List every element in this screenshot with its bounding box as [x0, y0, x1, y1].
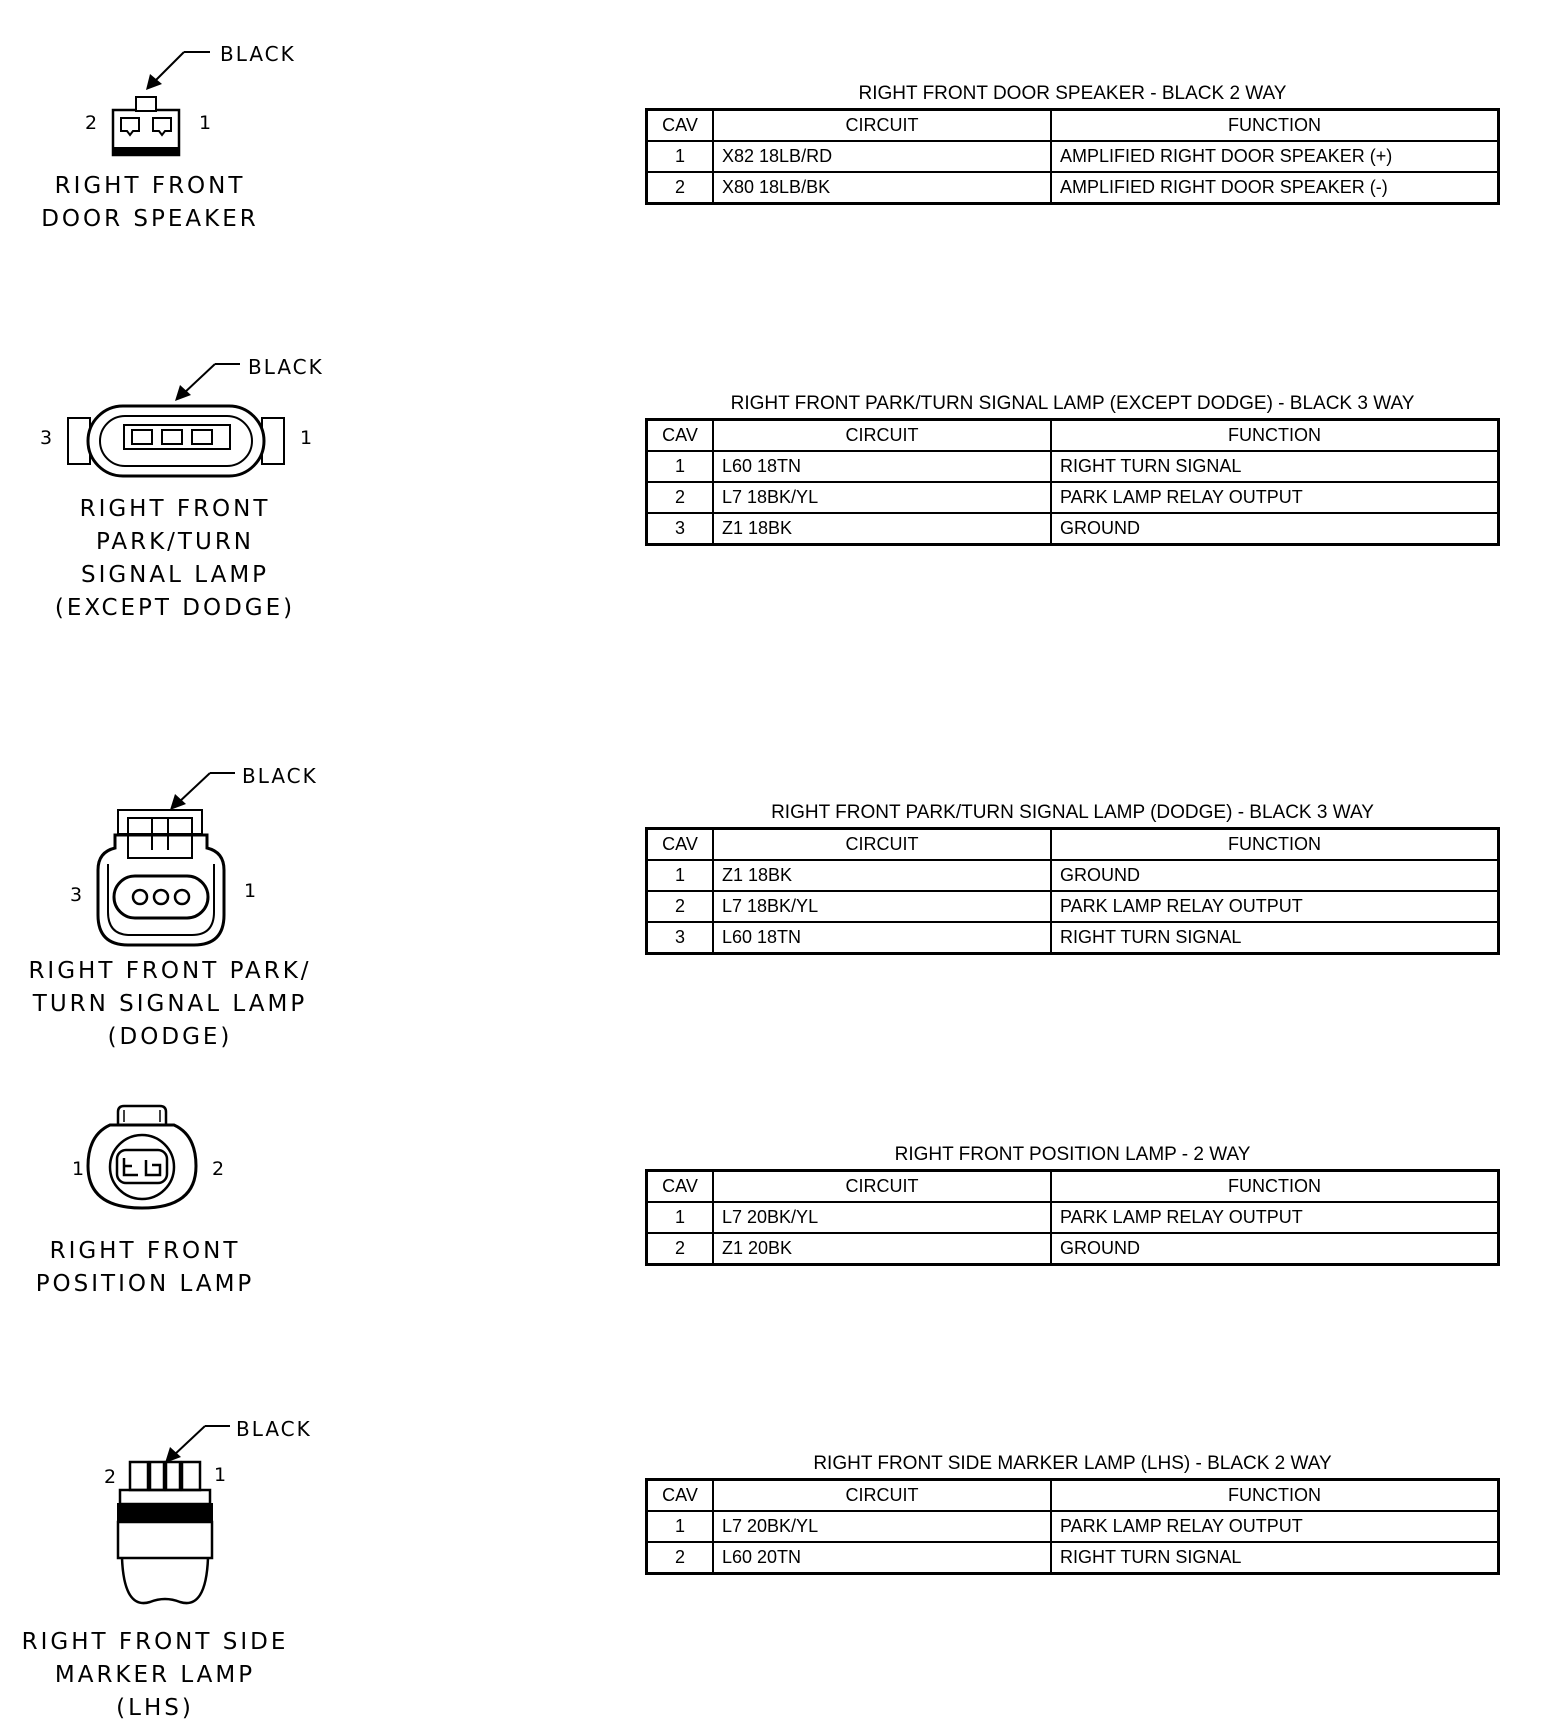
position-lamp-pin-left: 1	[72, 1158, 85, 1180]
park-turn-dodge-pinout-table	[645, 827, 1500, 955]
cav-cell: 2	[647, 891, 714, 922]
circuit-header: CIRCUIT	[713, 1480, 1051, 1512]
door-speaker-pin-right: 1	[199, 112, 212, 134]
circuit-cell: Z1 20BK	[713, 1233, 1051, 1265]
position-lamp-pinout-table	[645, 1169, 1500, 1266]
cav-cell: 2	[647, 1233, 714, 1265]
label-line: (LHS)	[116, 1695, 194, 1721]
side-marker-lamp-pin-left: 2	[104, 1466, 117, 1488]
side-marker-lamp-color-label: BLACK	[236, 1417, 312, 1441]
cav-cell: 2	[647, 1542, 714, 1574]
park-turn-except-dodge-table-title: RIGHT FRONT PARK/TURN SIGNAL LAMP (EXCEPT DODGE) - BLACK 3 WAY	[730, 393, 1415, 414]
function-cell: GROUND	[1051, 513, 1499, 545]
function-cell: PARK LAMP RELAY OUTPUT	[1051, 891, 1499, 922]
label-line: SIGNAL LAMP	[80, 562, 270, 588]
door-speaker-pinout-table	[645, 108, 1500, 205]
table-row	[647, 1233, 1499, 1265]
label-line: DOOR SPEAKER	[41, 206, 259, 232]
circuit-cell: L7 20BK/YL	[713, 1511, 1051, 1542]
function-cell: AMPLIFIED RIGHT DOOR SPEAKER (-)	[1051, 172, 1499, 204]
label-line: MARKER LAMP	[54, 1662, 256, 1688]
circuit-header: CIRCUIT	[713, 829, 1051, 861]
cav-cell: 3	[647, 922, 714, 954]
circuit-cell: L60 18TN	[713, 922, 1051, 954]
side-marker-lamp-table-title: RIGHT FRONT SIDE MARKER LAMP (LHS) - BLACK 2 WAY	[813, 1453, 1332, 1474]
door-speaker-pin-left: 2	[85, 112, 98, 134]
table-row	[647, 1542, 1499, 1574]
function-cell: PARK LAMP RELAY OUTPUT	[1051, 1202, 1499, 1233]
cav-cell: 2	[647, 482, 714, 513]
circuit-cell: L60 18TN	[713, 451, 1051, 482]
circuit-header: CIRCUIT	[713, 420, 1051, 452]
position-lamp-table-title: RIGHT FRONT POSITION LAMP - 2 WAY	[894, 1144, 1251, 1165]
circuit-cell: L60 20TN	[713, 1542, 1051, 1574]
park-turn-except-dodge-pin-right: 1	[300, 427, 313, 449]
label-line: RIGHT FRONT	[79, 496, 271, 522]
side-marker-lamp-connector-icon	[0, 0, 300, 1640]
table-row	[647, 172, 1499, 204]
park-turn-dodge-pin-right: 1	[244, 880, 257, 902]
label-line: TURN SIGNAL LAMP	[32, 991, 308, 1017]
table-header-row	[647, 1480, 1499, 1512]
function-cell: PARK LAMP RELAY OUTPUT	[1051, 1511, 1499, 1542]
table-row	[647, 922, 1499, 954]
park-turn-except-dodge-pinout-table	[645, 418, 1500, 546]
label-line: RIGHT FRONT SIDE	[21, 1629, 289, 1655]
function-header: FUNCTION	[1051, 1480, 1499, 1512]
park-turn-dodge-color-label: BLACK	[242, 764, 318, 788]
cav-header: CAV	[647, 1480, 714, 1512]
side-marker-lamp-label	[20, 1626, 290, 1725]
park-turn-except-dodge-pin-left: 3	[40, 427, 53, 449]
function-cell: RIGHT TURN SIGNAL	[1051, 922, 1499, 954]
cav-header: CAV	[647, 110, 714, 142]
cav-cell: 1	[647, 451, 714, 482]
label-line: RIGHT FRONT PARK/	[28, 958, 312, 984]
function-header: FUNCTION	[1051, 420, 1499, 452]
table-row	[647, 513, 1499, 545]
park-turn-dodge-table-title: RIGHT FRONT PARK/TURN SIGNAL LAMP (DODGE) - BLACK 3 WAY	[771, 802, 1374, 823]
table-header-row	[647, 420, 1499, 452]
table-row	[647, 141, 1499, 172]
function-cell: PARK LAMP RELAY OUTPUT	[1051, 482, 1499, 513]
table-header-row	[647, 1171, 1499, 1203]
cav-header: CAV	[647, 420, 714, 452]
function-cell: AMPLIFIED RIGHT DOOR SPEAKER (+)	[1051, 141, 1499, 172]
function-header: FUNCTION	[1051, 829, 1499, 861]
label-line: (EXCEPT DODGE)	[54, 595, 296, 621]
circuit-cell: Z1 18BK	[713, 513, 1051, 545]
circuit-cell: X82 18LB/RD	[713, 141, 1051, 172]
function-header: FUNCTION	[1051, 110, 1499, 142]
circuit-header: CIRCUIT	[713, 1171, 1051, 1203]
side-marker-lamp-pinout-table	[645, 1478, 1500, 1575]
circuit-cell: L7 18BK/YL	[713, 482, 1051, 513]
table-row	[647, 451, 1499, 482]
table-row	[647, 860, 1499, 891]
circuit-header: CIRCUIT	[713, 110, 1051, 142]
table-header-row	[647, 110, 1499, 142]
cav-cell: 2	[647, 172, 714, 204]
function-cell: RIGHT TURN SIGNAL	[1051, 451, 1499, 482]
table-row	[647, 891, 1499, 922]
circuit-cell: L7 20BK/YL	[713, 1202, 1051, 1233]
cav-cell: 1	[647, 1202, 714, 1233]
cav-header: CAV	[647, 1171, 714, 1203]
table-row	[647, 482, 1499, 513]
label-line: POSITION LAMP	[35, 1271, 255, 1297]
label-line: RIGHT FRONT	[49, 1238, 241, 1264]
position-lamp-pin-right: 2	[212, 1158, 225, 1180]
door-speaker-table-title: RIGHT FRONT DOOR SPEAKER - BLACK 2 WAY	[858, 83, 1287, 104]
function-cell: GROUND	[1051, 860, 1499, 891]
door-speaker-color-label: BLACK	[220, 42, 296, 66]
function-cell: RIGHT TURN SIGNAL	[1051, 1542, 1499, 1574]
cav-cell: 1	[647, 860, 714, 891]
circuit-cell: Z1 18BK	[713, 860, 1051, 891]
label-line: (DODGE)	[107, 1024, 233, 1050]
circuit-cell: L7 18BK/YL	[713, 891, 1051, 922]
label-line: RIGHT FRONT	[54, 173, 246, 199]
park-turn-except-dodge-color-label: BLACK	[248, 355, 324, 379]
cav-header: CAV	[647, 829, 714, 861]
function-header: FUNCTION	[1051, 1171, 1499, 1203]
table-header-row	[647, 829, 1499, 861]
cav-cell: 1	[647, 141, 714, 172]
cav-cell: 1	[647, 1511, 714, 1542]
circuit-cell: X80 18LB/BK	[713, 172, 1051, 204]
cav-cell: 3	[647, 513, 714, 545]
side-marker-lamp-pin-right: 1	[214, 1464, 227, 1486]
park-turn-dodge-pin-left: 3	[70, 884, 83, 906]
table-row	[647, 1511, 1499, 1542]
function-cell: GROUND	[1051, 1233, 1499, 1265]
label-line: PARK/TURN	[95, 529, 254, 555]
table-row	[647, 1202, 1499, 1233]
